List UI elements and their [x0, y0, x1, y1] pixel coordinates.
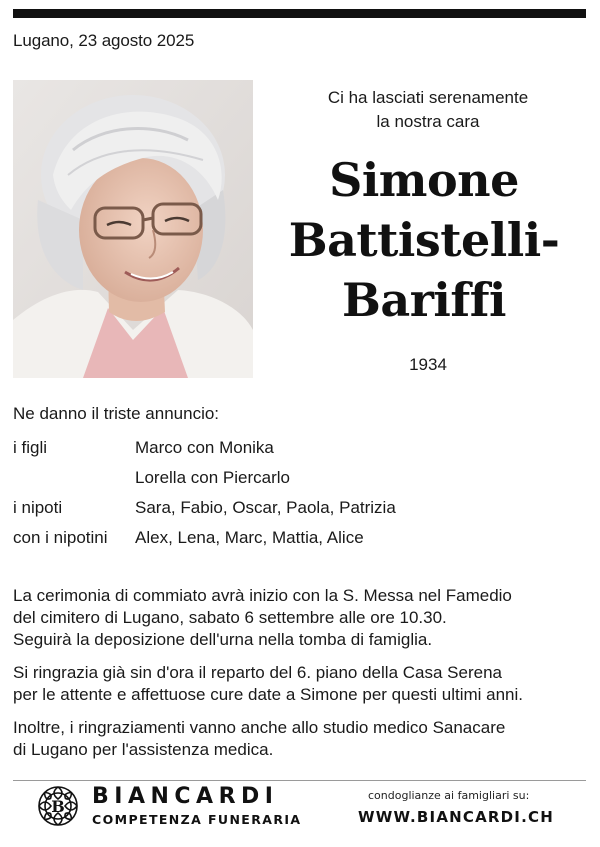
- portrait-photo: [13, 80, 253, 378]
- intro-line: Ci ha lasciati serenamente: [327, 88, 529, 107]
- deceased-name: [258, 150, 590, 330]
- birth-year: 1934: [409, 355, 447, 374]
- name-line: Battistelli-: [288, 213, 560, 267]
- text-line: Seguirà la deposizione dell'urna nella tomba di famiglia.: [13, 630, 433, 649]
- medical-thanks-paragraph: [13, 717, 593, 761]
- intro-text: [270, 86, 586, 134]
- family-names: Lorella con Piercarlo: [135, 468, 290, 487]
- family-relation: i nipoti: [13, 498, 63, 517]
- text-line: per le attente e affettuose cure date a Simone per questi ultimi anni.: [13, 685, 523, 704]
- footer-rule: [13, 780, 586, 781]
- family-row: [13, 463, 396, 493]
- logo-letter: B: [51, 797, 65, 816]
- biancardi-logo-icon: [36, 784, 80, 828]
- family-relation: i figli: [13, 438, 48, 457]
- family-names: Sara, Fabio, Oscar, Paola, Patrizia: [135, 498, 396, 517]
- brand-tagline: COMPETENZA FUNERARIA: [92, 812, 302, 827]
- ceremony-paragraph: [13, 585, 593, 651]
- family-list: [13, 433, 396, 553]
- family-names: Alex, Lena, Marc, Mattia, Alice: [135, 528, 364, 547]
- text-line: La cerimonia di commiato avrà inizio con la S. Messa nel Famedio: [13, 586, 512, 605]
- text-line: del cimitero di Lugano, sabato 6 settembre alle ore 10.30.: [13, 608, 447, 627]
- top-rule: [13, 9, 586, 18]
- brand-name: BIANCARDI: [92, 784, 279, 809]
- name-line: Simone: [329, 153, 519, 207]
- condolences-text: condoglianze ai famigliari su:: [368, 789, 530, 802]
- website-link[interactable]: WWW.BIANCARDI.CH: [358, 808, 554, 826]
- announcement-intro: Ne danno il triste annuncio:: [13, 404, 220, 423]
- family-names: Marco con Monika: [135, 438, 274, 457]
- family-row: [13, 523, 396, 553]
- place-date: Lugano, 23 agosto 2025: [13, 31, 195, 50]
- thanks-paragraph: [13, 662, 593, 706]
- text-line: Si ringrazia già sin d'ora il reparto del 6. piano della Casa Serena: [13, 663, 502, 682]
- name-line: Bariffi: [342, 273, 506, 327]
- text-line: Inoltre, i ringraziamenti vanno anche allo studio medico Sanacare: [13, 718, 506, 737]
- family-row: [13, 433, 396, 463]
- family-row: [13, 493, 396, 523]
- text-line: di Lugano per l'assistenza medica.: [13, 740, 274, 759]
- intro-line: la nostra cara: [376, 112, 480, 131]
- family-relation: con i nipotini: [13, 528, 108, 547]
